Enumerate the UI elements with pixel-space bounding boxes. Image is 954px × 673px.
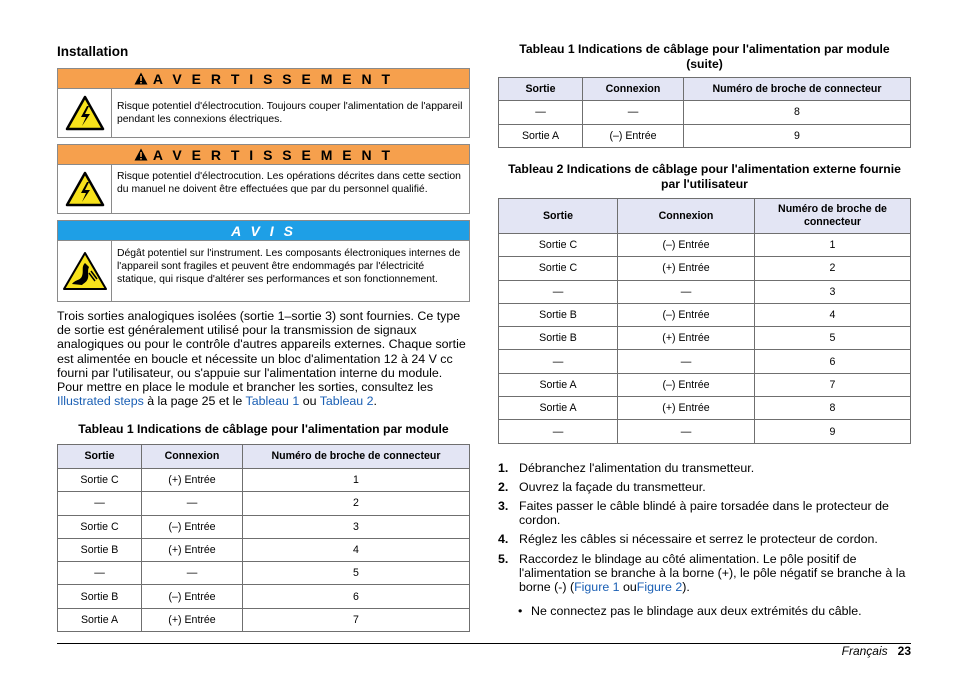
- tableau-2-link[interactable]: Tableau 2: [319, 394, 374, 409]
- warning-triangle-icon: [134, 72, 148, 85]
- section-title: Installation: [57, 44, 129, 59]
- page-number: 23: [897, 644, 911, 658]
- table-row: Sortie A (+) Entrée 8: [499, 397, 911, 420]
- right-column: [498, 42, 911, 619]
- table-row: Sortie A (+) Entrée 7: [58, 608, 470, 631]
- table-row: Sortie C (+) Entrée 1: [58, 468, 470, 491]
- table-row: Sortie B (–) Entrée 4: [499, 303, 911, 326]
- table-row: — — 6: [499, 350, 911, 373]
- table-row: — — 5: [58, 562, 470, 585]
- list-item: 2. Ouvrez la façade du transmetteur.: [498, 479, 706, 494]
- table-header: Connexion: [618, 199, 755, 234]
- notice-header: [58, 221, 469, 241]
- electric-shock-icon: [58, 89, 112, 137]
- list-item: • Ne connectez pas le blindage aux deux extrémités du câble.: [518, 604, 862, 619]
- table-row: Sortie C (+) Entrée 2: [499, 257, 911, 280]
- table-row: — — 3: [499, 280, 911, 303]
- table-row: Sortie B (+) Entrée 4: [58, 538, 470, 561]
- table-1-continued: [498, 77, 911, 148]
- electric-shock-icon: [58, 165, 112, 213]
- table-row: Sortie C (–) Entrée 3: [58, 515, 470, 538]
- table-1-cont-caption: Tableau 1 Indications de câblage pour l'alimentation par module (suite): [519, 42, 890, 71]
- warning-header-1: [58, 69, 469, 89]
- warning-header-label: A V E R T I S S E M E N T: [152, 146, 394, 163]
- table-2-caption: Tableau 2 Indications de câblage pour l'alimentation externe fournie par l'utilisateur: [508, 162, 901, 191]
- illustrated-steps-link[interactable]: Illustrated steps: [57, 394, 144, 409]
- table-row: — — 2: [58, 492, 470, 515]
- table-1-caption: Tableau 1 Indications de câblage pour l'alimentation par module: [78, 422, 449, 437]
- table-row: Sortie C (–) Entrée 1: [499, 234, 911, 257]
- footer-divider: [57, 643, 911, 644]
- bullet-list: [518, 604, 911, 618]
- table-header: Sortie: [58, 444, 142, 468]
- warning-text-2: Risque potentiel d'électrocution. Les opérations décrites dans cette section du manuel ne doivent être effectuées que par du personnel qualifié.: [117, 171, 461, 195]
- tableau-1-link[interactable]: Tableau 1: [245, 394, 300, 409]
- warning-header-label: A V E R T I S S E M E N T: [152, 70, 394, 87]
- list-item: 5. Raccordez le blindage au côté alimentation. Le pôle positif de l'alimentation se branche à la borne (+), le pôle négatif se branche à la borne (-) (Figure 1 ouFigure 2).: [498, 551, 906, 595]
- left-column: [57, 44, 470, 632]
- list-item: 1. Débranchez l'alimentation du transmetteur.: [498, 460, 755, 475]
- list-item: 3. Faites passer le câble blindé à paire torsadée dans le protecteur de cordon.: [498, 499, 889, 528]
- table-header: Numéro de broche de connecteur: [755, 199, 911, 234]
- warning-text-1: Risque potentiel d'électrocution. Toujours couper l'alimentation de l'appareil pendant les connexions électriques.: [117, 101, 463, 125]
- table-row: — — 8: [499, 101, 911, 125]
- electrostatic-discharge-icon: [58, 241, 112, 301]
- table-header: Numéro de broche de connecteur: [684, 78, 911, 101]
- instruction-steps: [498, 461, 911, 595]
- table-header: Numéro de broche de connecteur: [243, 444, 470, 468]
- intro-paragraph: Trois sorties analogiques isolées (sortie 1–sortie 3) sont fournies. Ce type de sortie est généralement utilisé pour la transmission de signaux analogiques ou pour le contrôle d'autres appareils externes. Chaque sortie est alimentée en boucle et nécessite un bloc d'alimentation 12 à 24 V cc fourni par l'utilisateur, ou s'appuie sur l'alimentation interne du module. Pour mettre en place le module et brancher les sorties, consultez les Illustrated steps à la page 25 et le Tableau 1 ou Tableau 2.: [57, 309, 466, 409]
- notice-header-label: A V I S: [231, 222, 296, 239]
- table-header: Sortie: [499, 78, 583, 101]
- table-row: Sortie B (+) Entrée 5: [499, 327, 911, 350]
- footer-language: Français: [841, 644, 888, 658]
- table-row: Sortie A (–) Entrée 7: [499, 373, 911, 396]
- page-footer: [842, 644, 911, 658]
- figure-1-link[interactable]: Figure 1: [574, 580, 620, 595]
- table-1: [57, 444, 470, 632]
- table-header: Connexion: [142, 444, 243, 468]
- warning-box-1: [57, 68, 470, 138]
- table-header: Connexion: [583, 78, 684, 101]
- table-row: — — 9: [499, 420, 911, 443]
- list-item: 4. Réglez les câbles si nécessaire et serrez le protecteur de cordon.: [498, 532, 878, 547]
- figure-2-link[interactable]: Figure 2: [636, 580, 683, 595]
- table-row: Sortie B (–) Entrée 6: [58, 585, 470, 608]
- table-2: [498, 198, 911, 444]
- table-row: Sortie A (–) Entrée 9: [499, 124, 911, 148]
- notice-box: [57, 220, 470, 302]
- warning-box-2: [57, 144, 470, 214]
- warning-header-2: [58, 145, 469, 165]
- warning-triangle-icon: [134, 148, 148, 161]
- table-header: Sortie: [499, 199, 618, 234]
- notice-text: Dégât potentiel sur l'instrument. Les composants électroniques internes de l'appareil sont fragiles et peuvent être endommagés par l'électricité statique, qui risque d'altérer ses performances et son fonctionnement.: [117, 248, 461, 285]
